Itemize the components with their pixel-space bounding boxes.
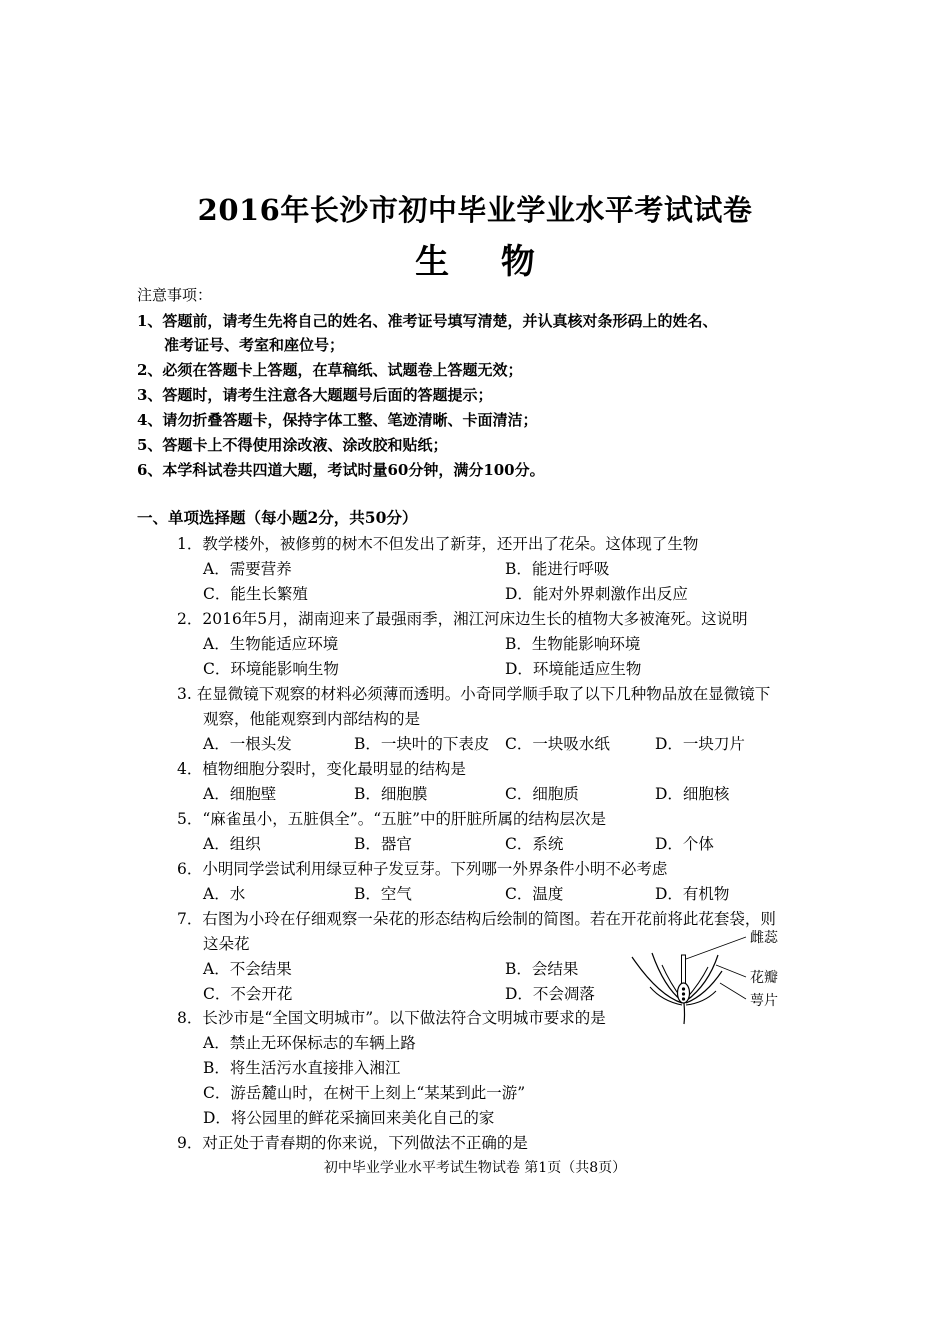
option: D．一块刀片 (655, 735, 745, 753)
option: D．能对外界刺激作出反应 (505, 585, 688, 603)
question-stem: 3. 在显微镜下观察的材料必须薄而透明。小奇同学顺手取了以下几种物品放在显微镜下 (177, 685, 771, 703)
question-stem: 6．小明同学尝试利用绿豆种子发豆芽。下列哪一外界条件小明不必考虑 (177, 860, 668, 878)
notice-item: 5、答题卡上不得使用涂改液、涂改胶和贴纸； (137, 436, 448, 454)
option: B．一块叶的下表皮 (354, 735, 490, 753)
option: C．不会开花 (203, 985, 293, 1003)
option: D．将公园里的鲜花采摘回来美化自己的家 (203, 1109, 495, 1127)
option: B．器官 (354, 835, 412, 853)
option: D．不会凋落 (505, 985, 595, 1003)
option: B．能进行呼吸 (505, 560, 610, 578)
option: A．组织 (203, 835, 261, 853)
question-stem: 4．植物细胞分裂时，变化最明显的结构是 (177, 760, 466, 778)
option: A．禁止无环保标志的车辆上路 (203, 1034, 416, 1052)
label-petal: 花瓣 (750, 970, 778, 986)
question-stem: 1．教学楼外，被修剪的树木不但发出了新芽，还开出了花朵。这体现了生物 (177, 535, 699, 553)
page-footer: 初中毕业学业水平考试生物试卷 第1页（共8页） (323, 1160, 627, 1176)
option: A．不会结果 (203, 960, 292, 978)
option: B．将生活污水直接排入湘江 (203, 1059, 401, 1077)
option: D．细胞核 (655, 785, 730, 803)
option: D．个体 (655, 835, 714, 853)
notice-item: 准考证号、考室和座位号； (164, 336, 345, 354)
option: B．细胞膜 (354, 785, 428, 803)
page-title: 2016年长沙市初中毕业学业水平考试试卷 (197, 193, 753, 227)
option: D．环境能适应生物 (505, 660, 642, 678)
option: A．水 (203, 885, 246, 903)
pistil-style (682, 955, 686, 985)
notice-item: 4、请勿折叠答题卡，保持字体工整、笔迹清晰、卡面清洁； (137, 411, 538, 429)
notice-item: 3、答题时，请考生注意各大题题号后面的答题提示； (137, 386, 493, 404)
question-stem-cont: 这朵花 (203, 935, 250, 953)
option: C．环境能影响生物 (203, 660, 339, 678)
notice-item: 2、必须在答题卡上答题，在草稿纸、试题卷上答题无效； (137, 361, 523, 379)
option: A．生物能适应环境 (203, 635, 339, 653)
notice-item: 1、答题前，请考生先将自己的姓名、准考证号填写清楚，并认真核对条形码上的姓名、 (137, 312, 718, 330)
option: B．会结果 (505, 960, 579, 978)
option: A．需要营养 (203, 560, 292, 578)
question-stem: 8．长沙市是“全国文明城市”。以下做法符合文明城市要求的是 (177, 1009, 606, 1027)
question-stem: 9．对正处于青春期的你来说，下列做法不正确的是 (177, 1134, 528, 1152)
option: C．细胞质 (505, 785, 579, 803)
label-sepal: 萼片 (750, 993, 778, 1009)
question-stem: 5．“麻雀虽小，五脏俱全”。“五脏”中的肝脏所属的结构层次是 (177, 810, 607, 828)
option: C．游岳麓山时，在树干上刻上“某某到此一游” (203, 1084, 526, 1102)
option: A．细胞壁 (203, 785, 277, 803)
option: C．能生长繁殖 (203, 585, 308, 603)
question-stem: 7．右图为小玲在仔细观察一朵花的形态结构后绘制的简图。若在开花前将此花套袋，则 (177, 910, 776, 928)
option: D．有机物 (655, 885, 730, 903)
flower-diagram (628, 925, 798, 1025)
notice-heading: 注意事项： (137, 286, 213, 304)
label-pistil: 雌蕊 (750, 930, 778, 946)
section-heading: 一、单项选择题（每小题2分，共50分） (137, 508, 418, 527)
notice-item: 6、本学科试卷共四道大题，考试时量60分钟，满分100分。 (137, 461, 545, 479)
question-stem-cont: 观察，他能观察到内部结构的是 (203, 710, 421, 728)
option: B．生物能影响环境 (505, 635, 641, 653)
option: A．一根头发 (203, 735, 292, 753)
option: C．一块吸水纸 (505, 735, 610, 753)
subject-title: 生 物 (415, 242, 535, 282)
question-stem: 2．2016年5月，湖南迎来了最强雨季，湘江河床边生长的植物大多被淹死。这说明 (177, 610, 748, 628)
option: C．系统 (505, 835, 564, 853)
option: C．温度 (505, 885, 564, 903)
option: B．空气 (354, 885, 412, 903)
